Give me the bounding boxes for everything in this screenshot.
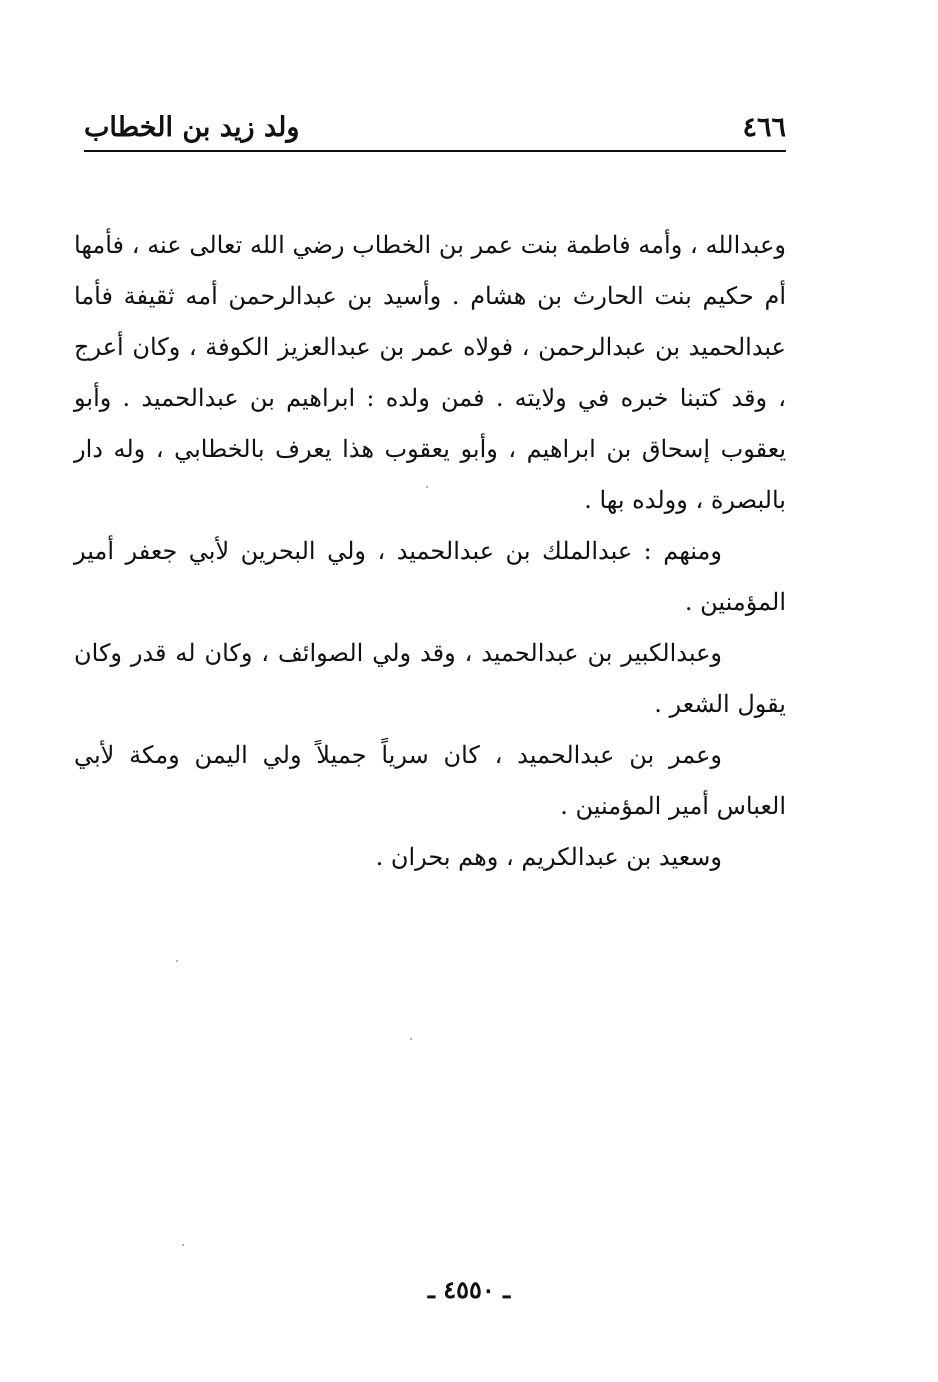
page-folio: ـ ٤٥٥٠ ـ bbox=[427, 1275, 511, 1304]
running-header bbox=[84, 108, 786, 148]
paragraph-5: وسعيد بن عبدالكريم ، وهم بحران . bbox=[375, 843, 722, 871]
scan-speck bbox=[426, 486, 428, 488]
header-page-number: ٤٦٦ bbox=[742, 112, 786, 143]
paragraph-4: وعمر بن عبدالحميد ، كان سرياً جميلاً ولي اليمن ومكة لأبي العباس أمير المؤمنين . bbox=[74, 741, 786, 820]
paragraph-1: وعبدالله ، وأمه فاطمة بنت عمر بن الخطاب رضي الله تعالى عنه ، فأمها أم حكيم بنت الحارث بن هشام . وأسيد بن عبدالرحمن أمه ثقيفة فأما عبدالحميد بن عبدالرحمن ، فولاه عمر بن عبدالعزيز الكوفة ، وكان أعرج ، وقد كتبنا خبره في ولايته . فمن ولده : ابراهيم بن عبدالحميد . وأبو يعقوب إسحاق بن ابراهيم ، وأبو يعقوب هذا يعرف بالخطابي ، وله دار بالبصرة ، وولده بها . bbox=[74, 231, 786, 514]
scan-speck bbox=[182, 1244, 184, 1246]
scan-speck bbox=[410, 1038, 412, 1040]
header-title: ولد زيد بن الخطاب bbox=[84, 112, 300, 143]
body-text bbox=[74, 220, 786, 883]
paragraph-3: وعبدالكبير بن عبدالحميد ، وقد ولي الصوائف ، وكان له قدر وكان يقول الشعر . bbox=[74, 639, 786, 718]
scan-speck bbox=[176, 960, 178, 962]
paragraph-2: ومنهم : عبدالملك بن عبدالحميد ، ولي البحرين لأبي جعفر أمير المؤمنين . bbox=[74, 537, 786, 616]
header-divider bbox=[84, 150, 786, 152]
